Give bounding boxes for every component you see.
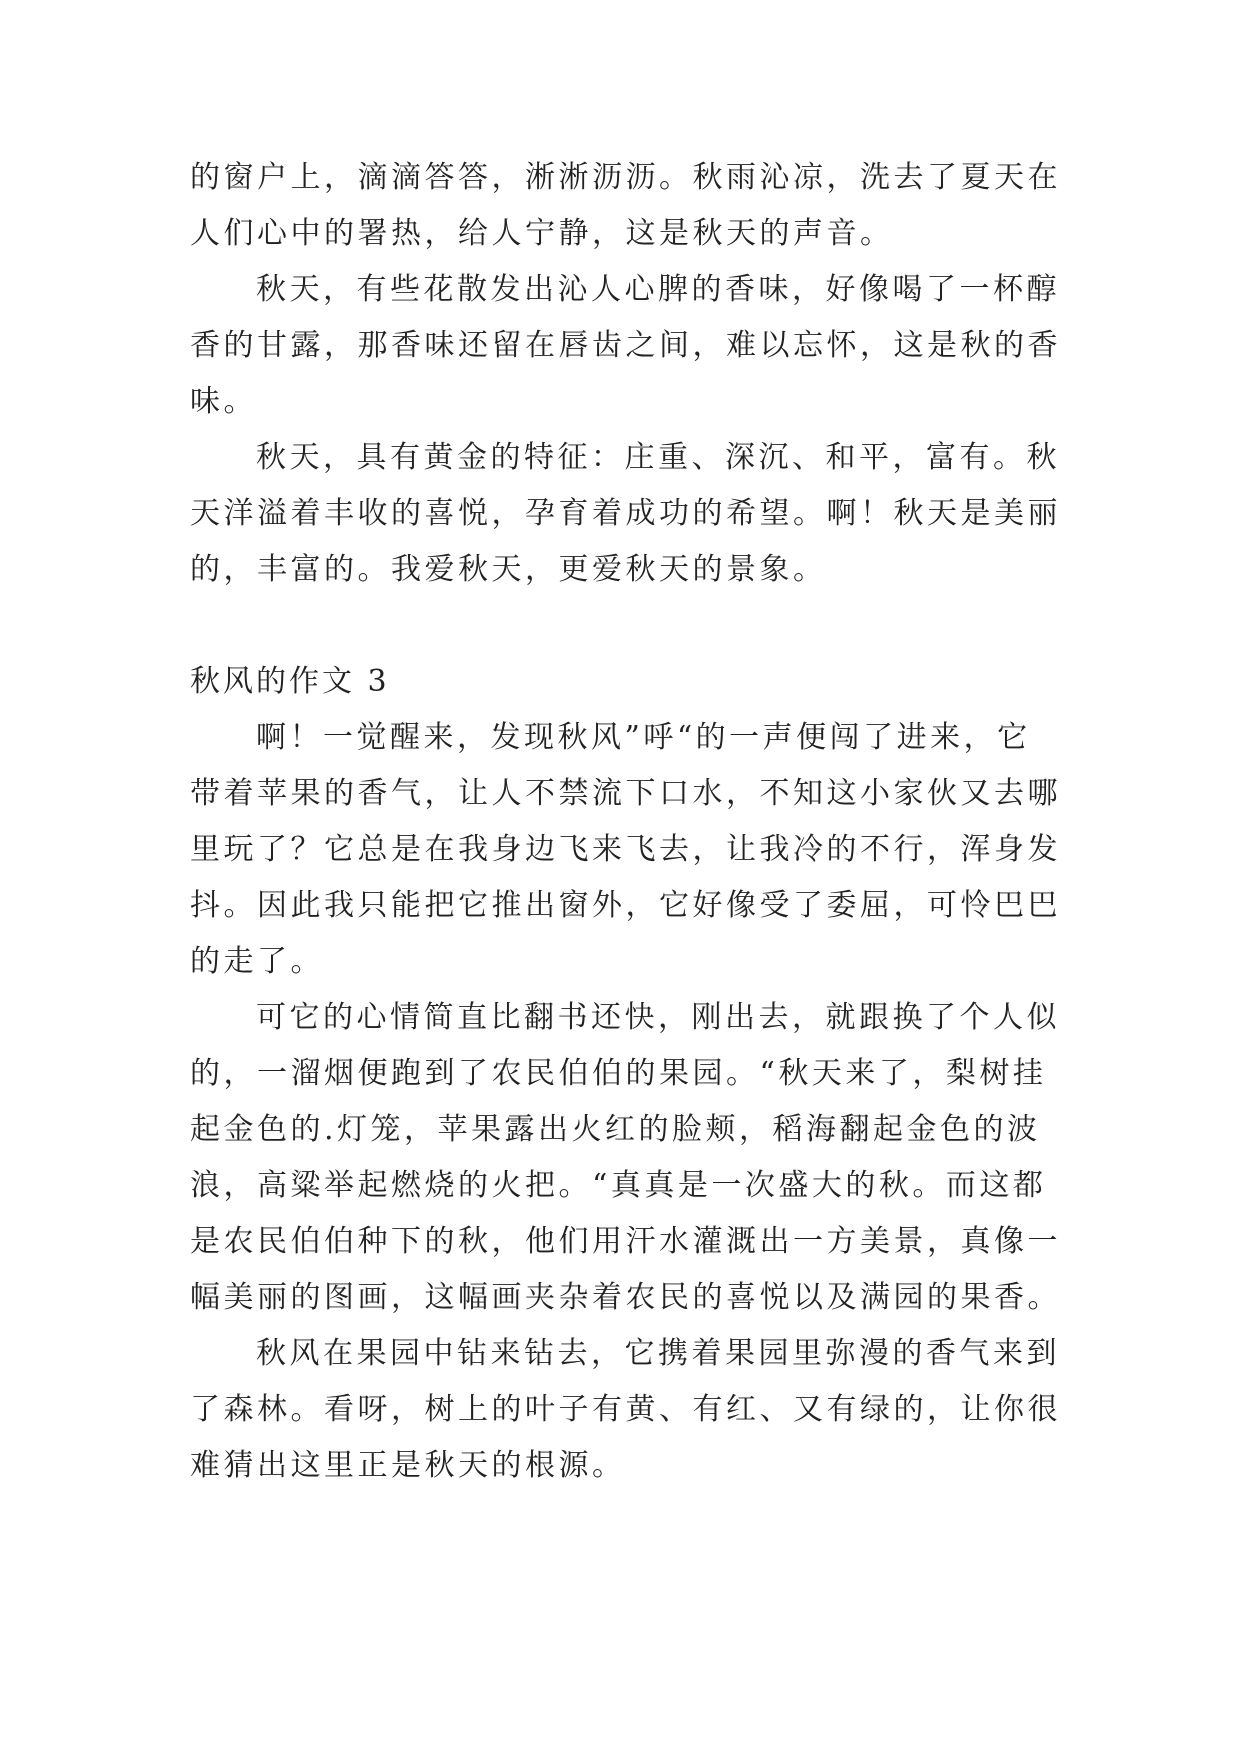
document-body <box>190 150 1070 1494</box>
paragraph-orchard <box>190 990 1070 1326</box>
section-heading: 秋风的作文 3 <box>190 664 390 699</box>
text-line: 浪，高粱举起燃烧的火把。“真真是一次盛大的秋。而这都 <box>190 1168 1047 1203</box>
text-line: 啊！一觉醒来，发现秋风”呼“的一声便闯了进来，它 <box>256 720 1031 755</box>
text-line: 起金色的.灯笼，苹果露出火红的脸颊，稻海翻起金色的波 <box>190 1112 1041 1147</box>
text-line: 的，一溜烟便跑到了农民伯伯的果园。“秋天来了，梨树挂 <box>190 1056 1047 1091</box>
text-line: 的走了。 <box>190 944 324 979</box>
text-line: 秋天，有些花散发出沁人心脾的香味，好像喝了一杯醇 <box>256 272 1060 307</box>
text-line: 天洋溢着丰收的喜悦，孕育着成功的希望。啊！秋天是美丽 <box>190 496 1061 531</box>
text-line: 带着苹果的香气，让人不禁流下口水，不知这小家伙又去哪 <box>190 776 1061 811</box>
paragraph-autumn-scent <box>190 262 1070 430</box>
text-line: 幅美丽的图画，这幅画夹杂着农民的喜悦以及满园的果香。 <box>190 1280 1061 1315</box>
text-line: 味。 <box>190 384 257 419</box>
text-line: 是农民伯伯种下的秋，他们用汗水灌溉出一方美景，真像一 <box>190 1224 1061 1259</box>
text-line: 难猜出这里正是秋天的根源。 <box>190 1448 626 1483</box>
paragraph-autumn-rain <box>190 150 1070 262</box>
text-line: 秋风在果园中钻来钻去，它携着果园里弥漫的香气来到 <box>256 1336 1060 1371</box>
text-line: 的窗户上，滴滴答答，淅淅沥沥。秋雨沁凉，洗去了夏天在 <box>190 160 1061 195</box>
text-line: 可它的心情简直比翻书还快，刚出去，就跟换了个人似 <box>256 1000 1060 1035</box>
text-line: 的，丰富的。我爱秋天，更爱秋天的景象。 <box>190 552 827 587</box>
text-line: 秋天，具有黄金的特征：庄重、深沉、和平，富有。秋 <box>256 440 1060 475</box>
text-line: 里玩了？它总是在我身边飞来飞去，让我冷的不行，浑身发 <box>190 832 1061 867</box>
text-line: 人们心中的署热，给人宁静，这是秋天的声音。 <box>190 216 894 251</box>
text-line: 抖。因此我只能把它推出窗外，它好像受了委屈，可怜巴巴 <box>190 888 1061 923</box>
paragraph-autumn-gold <box>190 430 1070 598</box>
paragraph-forest <box>190 1326 1070 1494</box>
paragraph-wind-arrives <box>190 710 1070 990</box>
text-line: 了森林。看呀，树上的叶子有黄、有红、又有绿的，让你很 <box>190 1392 1061 1427</box>
text-line: 香的甘露，那香味还留在唇齿之间，难以忘怀，这是秋的香 <box>190 328 1061 363</box>
